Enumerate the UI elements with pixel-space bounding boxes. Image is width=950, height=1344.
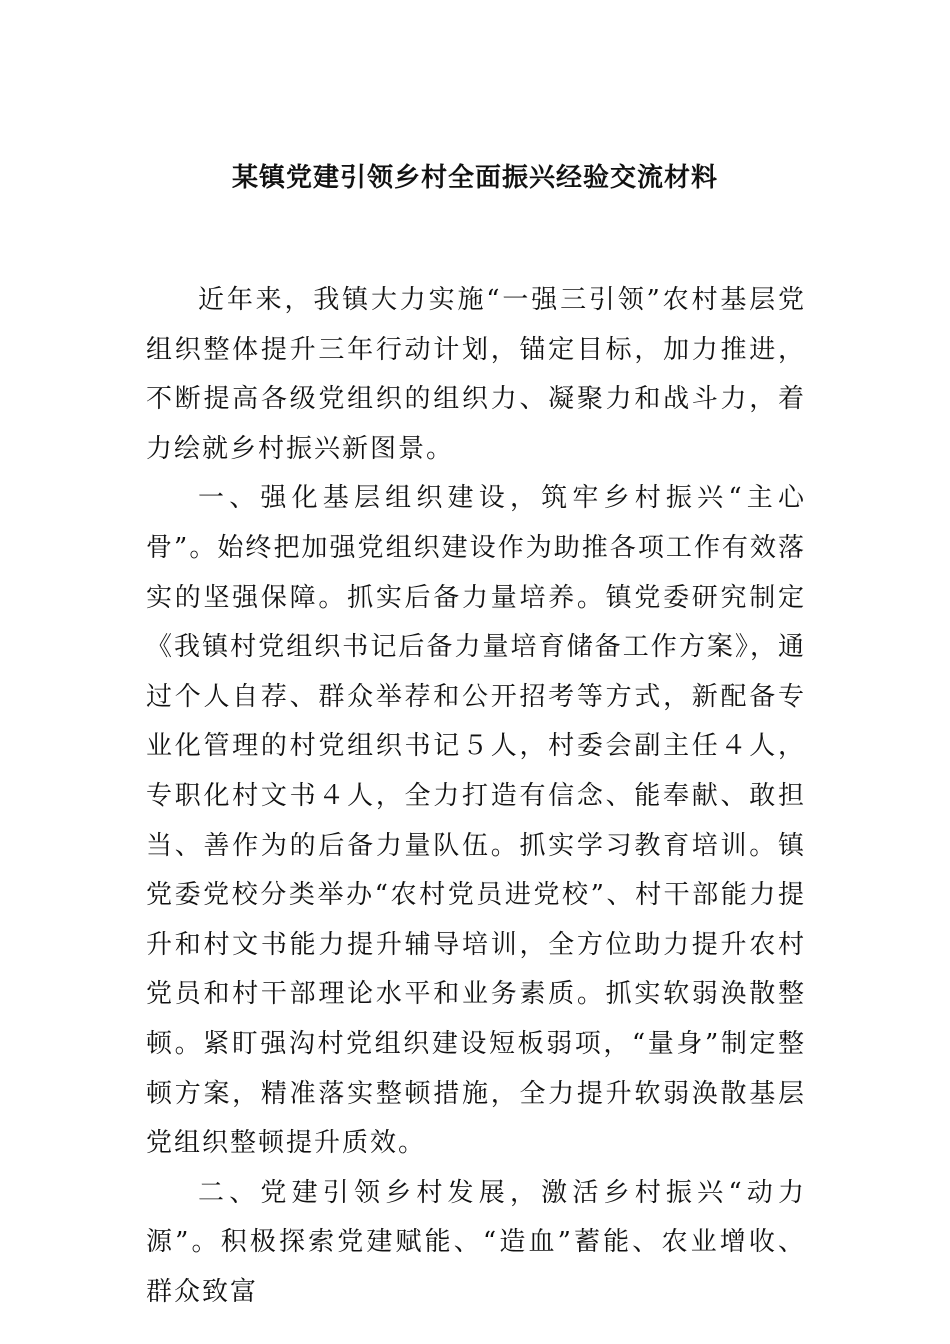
paragraph-intro: 近年来，我镇大力实施“一强三引领”农村基层党组织整体提升三年行动计划，锚定目标，加力推进，不断提高各级党组织的组织力、凝聚力和战斗力，着力绘就乡村振兴新图景。 <box>146 285 806 464</box>
paragraph-section-two: 二、党建引领乡村发展，激活乡村振兴“动力源”。积极探索党建赋能、“造血”蓄能、农业增收、群众致富 <box>146 1177 806 1307</box>
paragraph-section-one: 一、强化基层组织建设，筑牢乡村振兴“主心骨”。始终把加强党组织建设作为助推各项工作有效落实的坚强保障。抓实后备力量培养。镇党委研究制定《我镇村党组织书记后备力量培育储备工作方案》，通过个人自荐、群众举荐和公开招考等方式，新配备专业化管理的村党组织书记５人，村委会副主任４人，专职化村文书４人，全力打造有信念、能奉献、敢担当、善作为的后备力量队伍。抓实学习教育培训。镇党委党校分类举办“农村党员进党校”、村干部能力提升和村文书能力提升辅导培训，全方位助力提升农村党员和村干部理论水平和业务素质。抓实软弱涣散整顿。紧盯强沟村党组织建设短板弱项，“量身”制定整顿方案，精准落实整顿措施，全力提升软弱涣散基层党组织整顿提升质效。 <box>146 483 806 1159</box>
document-title: 某镇党建引领乡村全面振兴经验交流材料 <box>231 163 718 193</box>
document-body <box>146 276 806 1317</box>
